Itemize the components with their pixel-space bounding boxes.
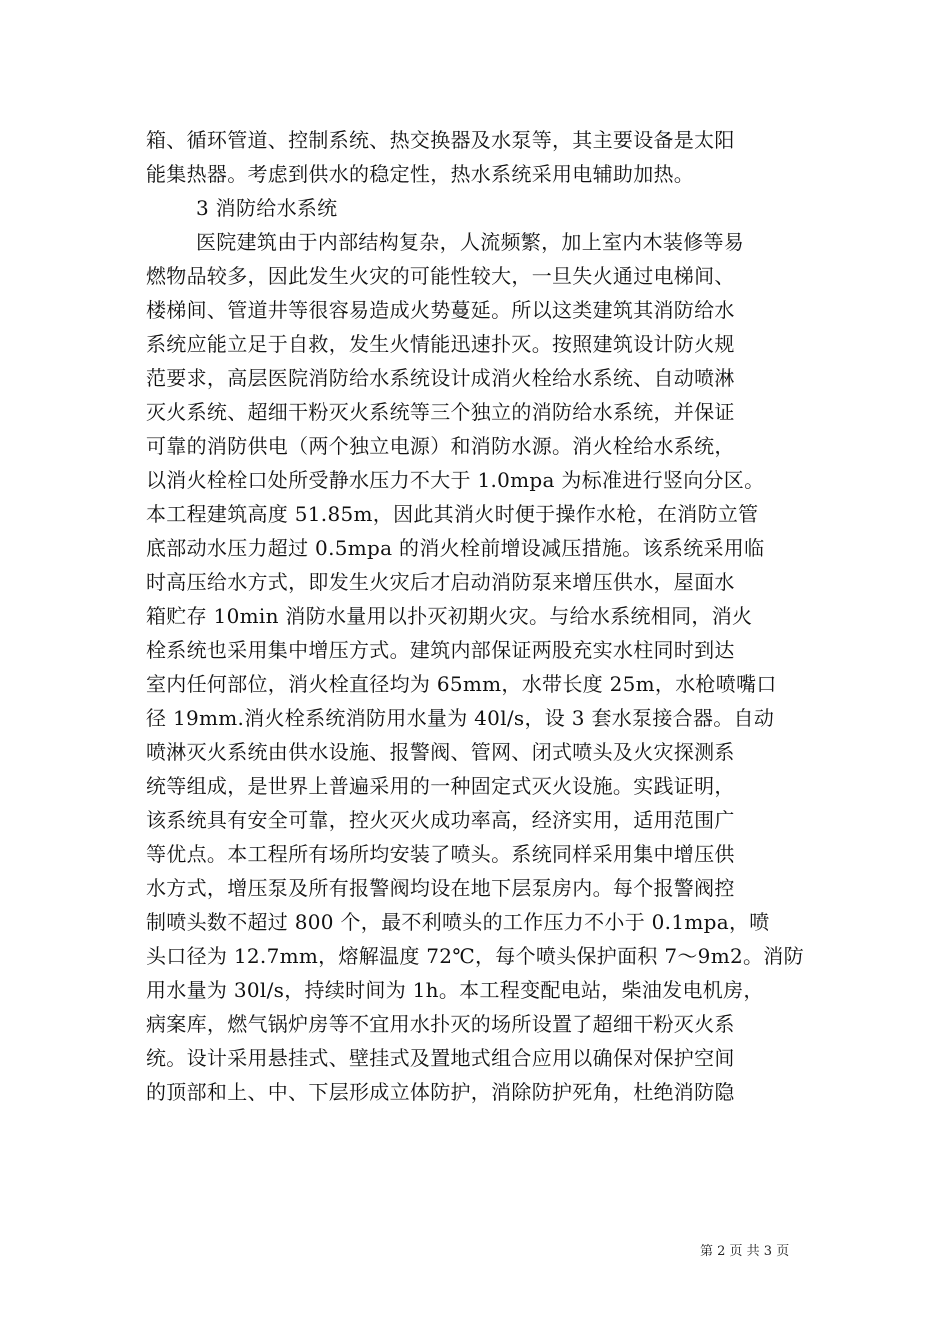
text-line: 箱、循环管道、控制系统、热交换器及水泵等，其主要设备是太阳 — [146, 128, 735, 152]
text-line: 能集热器。考虑到供水的稳定性，热水系统采用电辅助加热。 — [146, 162, 695, 186]
text-line: 范要求，高层医院消防给水系统设计成消火栓给水系统、自动喷淋 — [146, 366, 735, 390]
page-number-footer: 第 2 页 共 3 页 — [700, 1244, 790, 1259]
text-line: 喷淋灭火系统由供水设施、报警阀、管网、闭式喷头及火灾探测系 — [146, 740, 735, 764]
text-line: 用水量为 30l/s，持续时间为 1h。本工程变配电站，柴油发电机房， — [146, 978, 764, 1002]
text-line: 系统应能立足于自救，发生火情能迅速扑灭。按照建筑设计防火规 — [146, 332, 735, 356]
text-line: 统等组成，是世界上普遍采用的一种固定式灭火设施。实践证明， — [146, 774, 735, 798]
text-line: 统。设计采用悬挂式、壁挂式及置地式组合应用以确保对保护空间 — [146, 1046, 735, 1070]
text-line: 栓系统也采用集中增压方式。建筑内部保证两股充实水柱同时到达 — [146, 638, 735, 662]
text-line: 室内任何部位，消火栓直径均为 65mm，水带长度 25m，水枪喷嘴口 — [146, 672, 777, 696]
text-line: 灭火系统、超细干粉灭火系统等三个独立的消防给水系统，并保证 — [146, 400, 735, 424]
text-line: 燃物品较多，因此发生火灾的可能性较大，一旦失火通过电梯间、 — [146, 264, 735, 288]
text-line: 病案库，燃气锅炉房等不宜用水扑灭的场所设置了超细干粉灭火系 — [146, 1012, 735, 1036]
text-line: 时高压给水方式，即发生火灾后才启动消防泵来增压供水，屋面水 — [146, 570, 735, 594]
text-line: 等优点。本工程所有场所均安装了喷头。系统同样采用集中增压供 — [146, 842, 735, 866]
text-line: 制喷头数不超过 800 个，最不利喷头的工作压力不小于 0.1mpa，喷 — [146, 910, 770, 934]
paragraph-first-line: 医院建筑由于内部结构复杂，人流频繁，加上室内木装修等易 — [196, 230, 745, 254]
text-line: 楼梯间、管道井等很容易造成火势蔓延。所以这类建筑其消防给水 — [146, 298, 735, 322]
text-line: 头口径为 12.7mm，熔解温度 72℃，每个喷头保护面积 7～9m2。消防 — [146, 944, 804, 968]
text-line: 以消火栓栓口处所受静水压力不大于 1.0mpa 为标准进行竖向分区。 — [146, 468, 765, 492]
section-heading: 3 消防给水系统 — [196, 196, 338, 220]
text-line: 可靠的消防供电（两个独立电源）和消防水源。消火栓给水系统， — [146, 434, 735, 458]
text-line: 本工程建筑高度 51.85m，因此其消火时便于操作水枪，在消防立管 — [146, 502, 759, 526]
body-text — [146, 123, 836, 1109]
text-line: 箱贮存 10min 消防水量用以扑灭初期火灾。与给水系统相同，消火 — [146, 604, 753, 628]
text-line: 水方式，增压泵及所有报警阀均设在地下层泵房内。每个报警阀控 — [146, 876, 735, 900]
text-line: 径 19mm.消火栓系统消防用水量为 40l/s，设 3 套水泵接合器。自动 — [146, 706, 775, 730]
text-line: 的顶部和上、中、下层形成立体防护，消除防护死角，杜绝消防隐 — [146, 1080, 735, 1104]
text-line: 底部动水压力超过 0.5mpa 的消火栓前增设减压措施。该系统采用临 — [146, 536, 765, 560]
text-line: 该系统具有安全可靠，控火灭火成功率高，经济实用，适用范围广 — [146, 808, 735, 832]
